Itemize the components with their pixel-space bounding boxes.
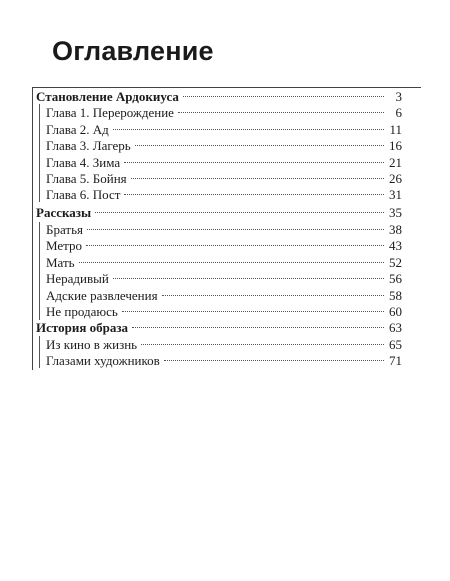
dot-leader [95, 212, 384, 213]
dot-leader [87, 229, 384, 230]
toc-section-row[interactable] [36, 320, 402, 336]
dot-leader [113, 278, 384, 279]
toc-page-number: 65 [389, 337, 402, 352]
dot-leader [183, 96, 384, 97]
toc-chapter-row[interactable] [46, 187, 402, 203]
toc-entry-label: Адские развлечения [46, 288, 158, 303]
dot-leader [113, 129, 384, 130]
toc-page-number: 60 [389, 304, 402, 319]
page-title: Оглавление [52, 36, 214, 66]
toc-section-row[interactable] [36, 89, 402, 105]
toc-entry-label: Глава 1. Перерождение [46, 105, 174, 120]
toc-page-number: 16 [389, 138, 402, 153]
toc-page-number: 52 [389, 255, 402, 270]
toc-chapter-row[interactable] [46, 122, 402, 138]
section-bracket-line [39, 104, 40, 202]
toc-entry-label: Из кино в жизнь [46, 337, 138, 352]
toc-page-number: 71 [389, 353, 402, 368]
toc-page-number: 58 [389, 288, 402, 303]
toc-page-number: 3 [395, 89, 402, 104]
toc-chapter-row[interactable] [46, 304, 402, 320]
toc-entry-label: Становление Ардокиуса [36, 89, 179, 104]
dot-leader [124, 162, 384, 163]
toc-entry-label: Братья [46, 222, 83, 237]
toc-chapter-row[interactable] [46, 171, 402, 187]
dot-leader [164, 360, 384, 361]
toc-entry-label: Рассказы [36, 205, 92, 220]
toc-chapter-row[interactable] [46, 105, 402, 121]
toc-chapter-row[interactable] [46, 155, 402, 171]
toc-entry-label: Глава 5. Бойня [46, 171, 127, 186]
toc-entry-label: Глазами художников [46, 353, 160, 368]
toc-entry-label: Глава 3. Лагерь [46, 138, 131, 153]
toc-page-number: 31 [389, 187, 402, 202]
dot-leader [131, 178, 384, 179]
dot-leader [178, 112, 384, 113]
toc-page-number: 11 [389, 122, 402, 137]
toc-entry-label: Мать [46, 255, 75, 270]
section-bracket-line [39, 336, 40, 368]
toc-page-number: 26 [389, 171, 402, 186]
toc-page-number: 56 [389, 271, 402, 286]
toc-chapter-row[interactable] [46, 255, 402, 271]
toc-page-number: 6 [395, 105, 402, 120]
toc-chapter-row[interactable] [46, 222, 402, 238]
toc-page-number: 38 [389, 222, 402, 237]
dot-leader [141, 344, 384, 345]
toc-entry-label: Нерадивый [46, 271, 109, 286]
toc-chapter-row[interactable] [46, 238, 402, 254]
dot-leader [132, 327, 384, 328]
toc-page-number: 43 [389, 238, 402, 253]
dot-leader [162, 295, 384, 296]
toc-chapter-row[interactable] [46, 138, 402, 154]
toc-chapter-row[interactable] [46, 353, 402, 369]
toc-entry-label: Метро [46, 238, 82, 253]
toc-section-row[interactable] [36, 205, 402, 221]
toc-page-number: 63 [389, 320, 402, 335]
dot-leader [124, 194, 384, 195]
toc-entry-label: Глава 2. Ад [46, 122, 109, 137]
dot-leader [79, 262, 384, 263]
toc-chapter-row[interactable] [46, 337, 402, 353]
dot-leader [86, 245, 384, 246]
toc-entry-label: Глава 4. Зима [46, 155, 121, 170]
toc-page-number: 35 [389, 205, 402, 220]
toc-entry-label: История образа [36, 320, 129, 335]
toc-entry-label: Глава 6. Пост [46, 187, 121, 202]
toc-entry-label: Не продаюсь [46, 304, 118, 319]
toc-chapter-row[interactable] [46, 271, 402, 287]
dot-leader [135, 145, 384, 146]
section-bracket-line [39, 222, 40, 320]
toc-chapter-row[interactable] [46, 288, 402, 304]
toc-page-number: 21 [389, 155, 402, 170]
dot-leader [122, 311, 384, 312]
